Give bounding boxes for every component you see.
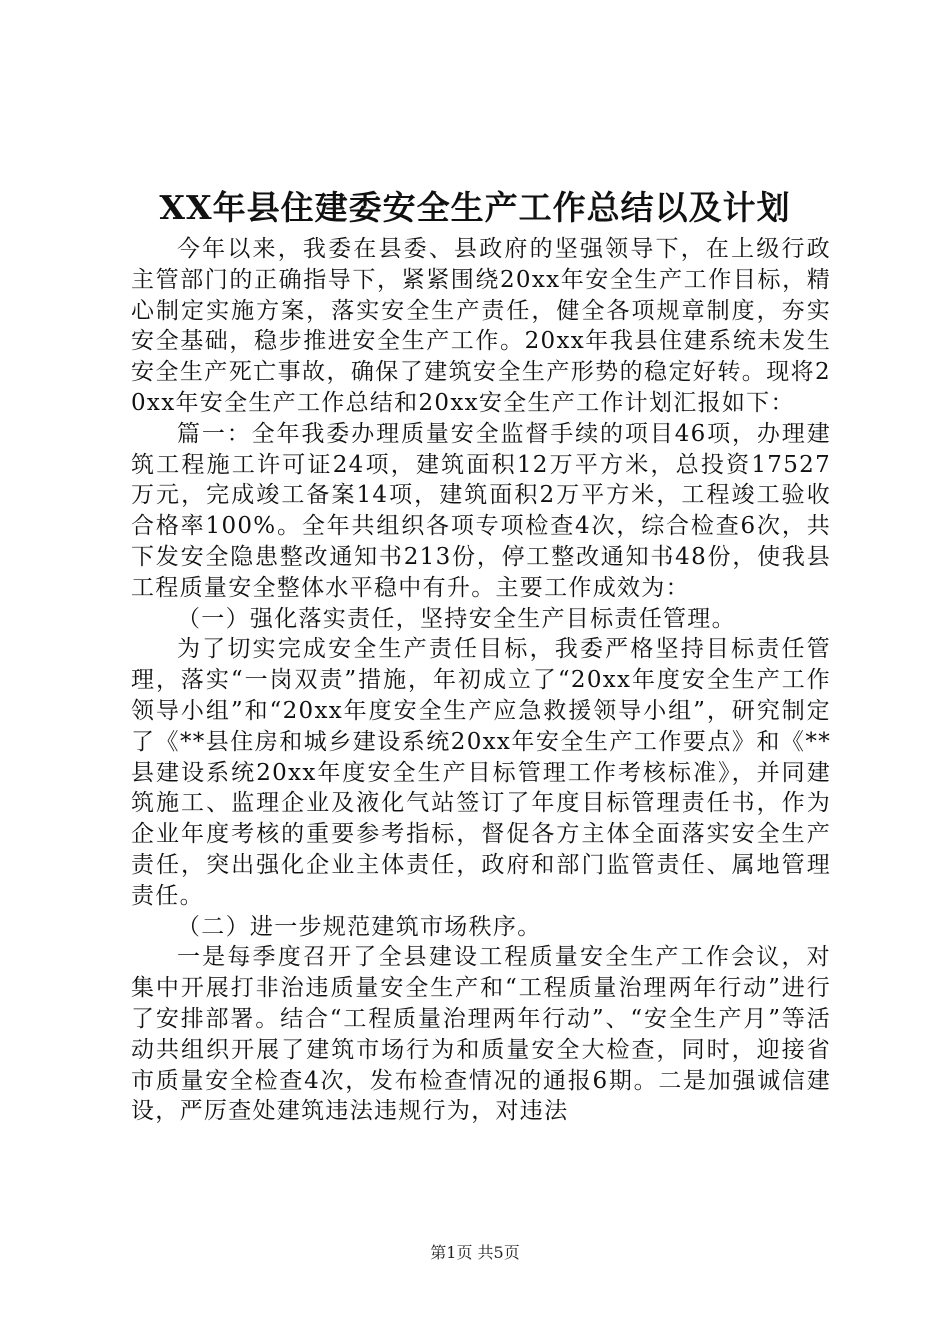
page-number-footer: 第1页 共5页 (430, 1243, 520, 1262)
paragraph-intro: 今年以来，我委在县委、县政府的坚强领导下，在上级行政主管部门的正确指导下，紧紧围绕20xx年安全生产工作目标，精心制定实施方案，落实安全生产责任，健全各项规章制度，夯实安全基础，稳步推进安全生产工作。20xx年我县住建系统未发生安全生产死亡事故，确保了建筑安全生产形势的稳定好转。现将20xx年安全生产工作总结和20xx安全生产工作计划汇报如下： (131, 236, 831, 416)
document-body (131, 234, 831, 1127)
paragraph-part-one: 篇一：全年我委办理质量安全监督手续的项目46项，办理建筑工程施工许可证24项，建筑面积12万平方米，总投资17527万元，完成竣工备案14项，建筑面积2万平方米，工程竣工验收合格率100%。全年共组织各项专项检查4次，综合检查6次，共下发安全隐患整改通知书213份，停工整改通知书48份，使我县工程质量安全整体水平稳中有升。主要工作成效为： (131, 420, 831, 601)
section-heading-2: （二）进一步规范建筑市场秩序。 (177, 913, 542, 940)
paragraph-responsibility: 为了切实完成安全生产责任目标，我委严格坚持目标责任管理，落实“一岗双责”措施，年初成立了“20xx年度安全生产工作领导小组”和“20xx年度安全生产应急救援领导小组”，研究制定了《**县住房和城乡建设系统20xx年安全生产工作要点》和《**县建设系统20xx年度安全生产目标管理工作考核标准》，并同建筑施工、监理企业及液化气站签订了年度目标管理责任书，作为企业年度考核的重要参考指标，督促各方主体全面落实安全生产责任，突出强化企业主体责任，政府和部门监管责任、属地管理责任。 (131, 636, 831, 909)
section-heading-1: （一）强化落实责任，坚持安全生产目标责任管理。 (177, 605, 736, 632)
document-title: XX年县住建委安全生产工作总结以及计划 (159, 188, 791, 227)
paragraph-market-order: 一是每季度召开了全县建设工程质量安全生产工作会议，对集中开展打非治违质量安全生产和“工程质量治理两年行动”进行了安排部署。结合“工程质量治理两年行动”、“安全生产月”等活动共组织开展了建筑市场行为和质量安全大检查，同时，迎接省市质量安全检查4次，发布检查情况的通报6期。二是加强诚信建设，严厉查处建筑违法违规行为，对违法 (131, 944, 831, 1125)
